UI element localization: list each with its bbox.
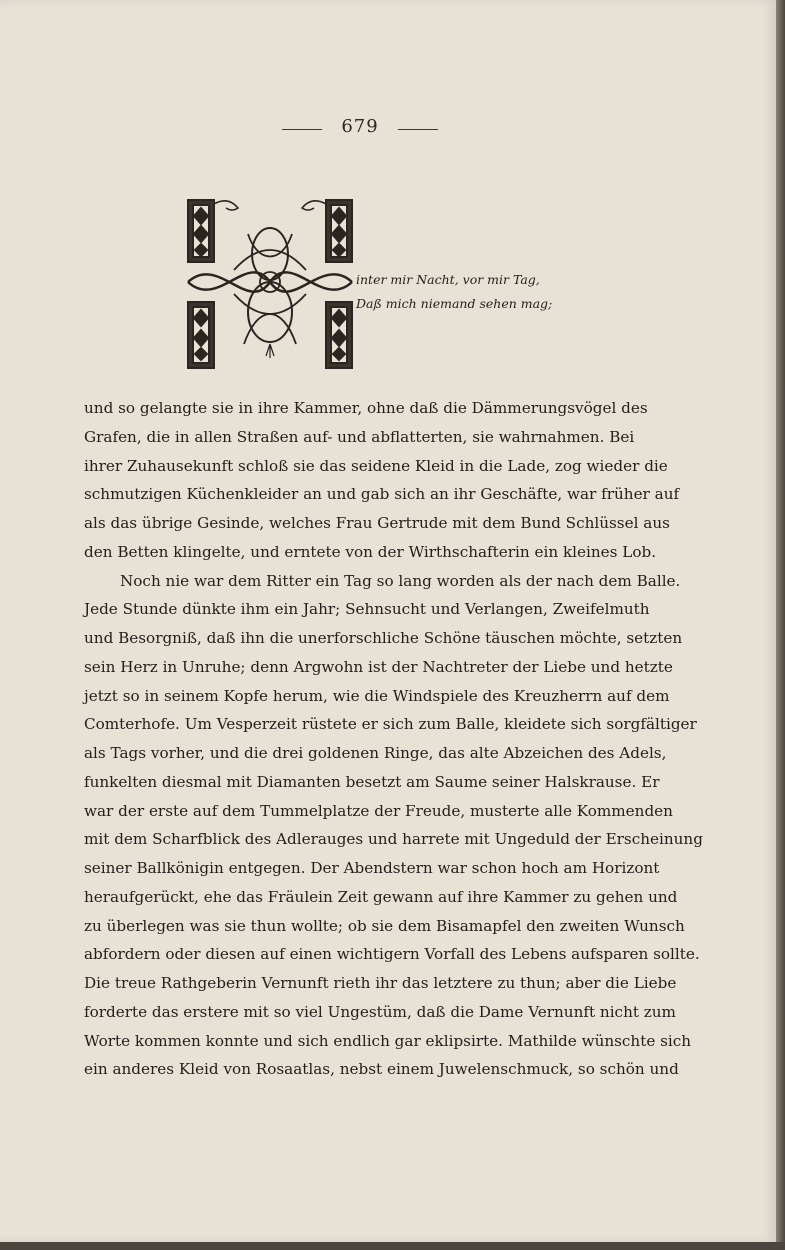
paragraph <box>84 567 703 1085</box>
text-line: als das übrige Gesinde, welches Frau Gertrude mit dem Bund Schlüssel aus <box>84 514 670 532</box>
body-text <box>84 394 703 1084</box>
verse <box>356 268 552 316</box>
paragraph <box>84 394 680 567</box>
page-number: 679 <box>341 116 379 137</box>
text-line: Worte kommen konnte und sich endlich gar eklipsirte. Mathilde wünschte sich <box>84 1031 692 1050</box>
text-line: heraufgerückt, ehe das Fräulein Zeit gewann auf ihre Kammer zu gehen und <box>84 887 678 906</box>
text-line: Comterhofe. Um Vesperzeit rüstete er sich zum Balle, kleidete sich sorgfältiger <box>84 715 697 734</box>
text-line: ihrer Zuhausekunft schloß sie das seidene Kleid in die Lade, zog wieder die <box>84 456 668 475</box>
header-rule-left <box>282 129 322 130</box>
ornamental-initial-H-icon <box>178 194 362 386</box>
text-line: Grafen, die in allen Straßen auf- und abflatterten, sie wahrnahmen. Bei <box>84 427 635 446</box>
header-rule-right <box>398 129 438 130</box>
text-line: seiner Ballkönigin entgegen. Der Abendstern war schon hoch am Horizont <box>84 859 660 877</box>
text-line: forderte das erstere mit so viel Ungestüm, daß die Dame Vernunft nicht zum <box>84 1002 676 1021</box>
page-bottom-edge <box>0 1242 785 1250</box>
text-line: und Besorgniß, daß ihn die unerforschliche Schöne täuschen möchte, setzten <box>84 629 683 647</box>
text-line: sein Herz in Unruhe; denn Argwohn ist der Nachtreter der Liebe und hetzte <box>84 657 673 676</box>
verse-line: inter mir Nacht, vor mir Tag, <box>356 272 540 287</box>
page-header <box>280 116 440 138</box>
text-line: und so gelangte sie in ihre Kammer, ohne daß die Dämmerungsvögel des <box>84 399 648 417</box>
text-line: war der erste auf dem Tummelplatze der Freude, musterte alle Kommenden <box>84 801 673 820</box>
text-line: schmutzigen Küchenkleider an und gab sich an ihr Geschäfte, war früher auf <box>84 485 680 504</box>
text-line: ein anderes Kleid von Rosaatlas, nebst einem Juwelenschmuck, so schön und <box>84 1060 679 1079</box>
text-line: als Tags vorher, und die drei goldenen Ringe, das alte Abzeichen des Adels, <box>84 744 667 762</box>
text-line: Die treue Rathgeberin Vernunft rieth ihr das letztere zu thun; aber die Liebe <box>84 974 677 992</box>
text-line: jetzt so in seinem Kopfe herum, wie die Windspiele des Kreuzherrn auf dem <box>84 686 670 705</box>
text-line: mit dem Scharfblick des Adlerauges und harrete mit Ungeduld der Erscheinung <box>84 830 703 849</box>
text-line: zu überlegen was sie thun wollte; ob sie dem Bisamapfel den zweiten Wunsch <box>84 916 685 935</box>
text-line: Noch nie war dem Ritter ein Tag so lang worden als der nach dem Balle. <box>120 571 681 590</box>
text-line: den Betten klingelte, und erntete von der Wirthschafterin ein kleines Lob. <box>84 542 657 561</box>
page-edge <box>776 0 785 1250</box>
text-line: funkelten diesmal mit Diamanten besetzt am Saume seiner Halskrause. Er <box>84 772 660 791</box>
text-line: abfordern oder diesen auf einen wichtigern Vorfall des Lebens aufsparen sollte. <box>84 945 700 964</box>
verse-line: Daß mich niemand sehen mag; <box>356 296 553 311</box>
text-line: Jede Stunde dünkte ihm ein Jahr; Sehnsucht und Verlangen, Zweifelmuth <box>84 600 650 619</box>
